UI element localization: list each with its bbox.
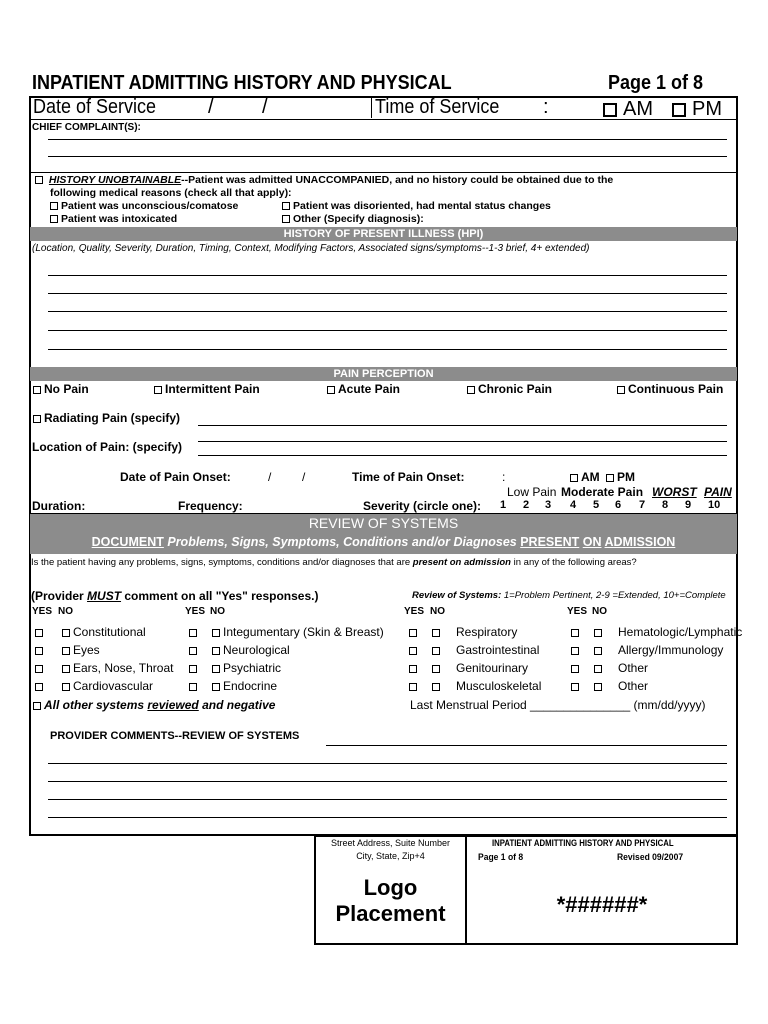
pain-option-acute[interactable] bbox=[327, 382, 400, 396]
yes-header: YES bbox=[567, 606, 588, 617]
address-line-2: City, State, Zip+4 bbox=[356, 851, 425, 861]
severity-scale-value[interactable]: 7 bbox=[639, 499, 646, 511]
pain-title: PAIN PERCEPTION bbox=[333, 368, 434, 380]
time-of-pain-onset-label: Time of Pain Onset: bbox=[352, 470, 465, 484]
address-line-1: Street Address, Suite Number bbox=[330, 838, 451, 848]
ros-no-checkbox[interactable] bbox=[62, 647, 70, 655]
ros-no-checkbox[interactable] bbox=[212, 683, 220, 691]
hpi-line[interactable] bbox=[48, 275, 727, 276]
ros-system-label: Other bbox=[618, 661, 649, 675]
provider-must: MUST bbox=[87, 589, 122, 603]
history-unobtainable-text2: following medical reasons (check all that apply): bbox=[50, 187, 292, 199]
ros-system-label: Eyes bbox=[73, 643, 100, 657]
ros-no-checkbox[interactable] bbox=[212, 647, 220, 655]
ros-yes-checkbox[interactable] bbox=[409, 629, 417, 637]
provider-must-note bbox=[31, 589, 318, 603]
severity-label: Severity (circle one): bbox=[363, 499, 482, 513]
onset-pm-option[interactable] bbox=[606, 470, 635, 484]
ros-yes-checkbox[interactable] bbox=[189, 629, 197, 637]
radiating-pain-label: Radiating Pain (specify) bbox=[44, 411, 181, 425]
severity-low-label: Low Pain bbox=[507, 485, 557, 499]
ros-yes-checkbox[interactable] bbox=[571, 647, 579, 655]
ros-key bbox=[412, 590, 726, 601]
severity-scale-value[interactable]: 6 bbox=[615, 499, 622, 511]
pain-option-label: Continuous Pain bbox=[628, 382, 724, 396]
date-separator: / bbox=[262, 96, 268, 118]
ros-no-checkbox[interactable] bbox=[62, 629, 70, 637]
onset-date-separator: / bbox=[268, 470, 272, 484]
ros-no-checkbox[interactable] bbox=[432, 683, 440, 691]
date-separator: / bbox=[208, 96, 214, 118]
pm-checkbox-option[interactable] bbox=[672, 98, 722, 121]
footer-page-number: Page 1 of 8 bbox=[478, 852, 524, 863]
footer-form-title: INPATIENT ADMITTING HISTORY AND PHYSICAL bbox=[492, 838, 674, 849]
pain-checkbox[interactable] bbox=[33, 386, 41, 394]
severity-moderate-label: Moderate Pain bbox=[561, 485, 644, 499]
ros-system-option[interactable] bbox=[212, 679, 277, 693]
ros-no-checkbox[interactable] bbox=[432, 665, 440, 673]
ros-system-option[interactable] bbox=[212, 643, 290, 657]
ros-system-option[interactable] bbox=[212, 661, 281, 675]
pain-checkbox[interactable] bbox=[154, 386, 162, 394]
reason-checkbox[interactable] bbox=[50, 215, 58, 223]
ros-title: REVIEW OF SYSTEMS bbox=[308, 515, 459, 531]
chief-complaint-line[interactable] bbox=[48, 139, 727, 140]
location-of-pain-line[interactable] bbox=[198, 455, 727, 456]
ros-yes-checkbox[interactable] bbox=[571, 665, 579, 673]
history-unobtainable-label: HISTORY UNOBTAINABLE bbox=[48, 174, 182, 186]
ros-system-option[interactable] bbox=[618, 661, 648, 675]
onset-pm-label: PM bbox=[617, 470, 635, 484]
pain-option-label: Acute Pain bbox=[338, 382, 401, 396]
time-separator: : bbox=[543, 96, 549, 118]
ros-yes-checkbox[interactable] bbox=[189, 683, 197, 691]
ros-yes-checkbox[interactable] bbox=[35, 647, 43, 655]
pain-option-intermittent[interactable] bbox=[154, 382, 260, 396]
all-other-b: reviewed bbox=[147, 698, 199, 712]
ros-question-a: Is the patient having any problems, signs, symptoms, conditions and/or diagnoses that are bbox=[31, 557, 411, 568]
hpi-line[interactable] bbox=[48, 293, 727, 294]
location-of-pain-label: Location of Pain: (specify) bbox=[32, 440, 183, 454]
severity-scale-value[interactable]: 8 bbox=[662, 499, 669, 511]
ros-yes-checkbox[interactable] bbox=[35, 665, 43, 673]
pain-checkbox[interactable] bbox=[327, 386, 335, 394]
hpi-title: HISTORY OF PRESENT ILLNESS (HPI) bbox=[283, 228, 484, 240]
hpi-subtitle: (Location, Quality, Severity, Duration, Timing, Context, Modifying Factors, Associated signs/symptoms--1-3 brief, 4+ extended) bbox=[32, 243, 590, 254]
ros-key-label: Review of Systems: bbox=[412, 590, 502, 601]
ros-yes-checkbox[interactable] bbox=[571, 683, 579, 691]
yes-header: YES bbox=[32, 606, 53, 617]
ros-no-checkbox[interactable] bbox=[432, 647, 440, 655]
ros-system-label: Respiratory bbox=[456, 625, 518, 639]
ros-yes-checkbox[interactable] bbox=[571, 629, 579, 637]
reason-label: Patient was intoxicated bbox=[61, 213, 178, 225]
ros-question bbox=[31, 557, 637, 568]
ros-question-b: present on admission bbox=[412, 557, 511, 568]
am-label: AM bbox=[623, 98, 653, 120]
onset-am-label: AM bbox=[581, 470, 600, 484]
ros-system-label: Genitourinary bbox=[456, 661, 529, 675]
all-other-systems-option[interactable] bbox=[33, 698, 275, 712]
no-header: NO bbox=[210, 606, 225, 617]
logo-placement-1: Logo bbox=[363, 875, 418, 900]
ros-system-label: Other bbox=[618, 679, 649, 693]
reason-checkbox[interactable] bbox=[282, 215, 290, 223]
divider bbox=[29, 172, 738, 173]
reason-option[interactable] bbox=[50, 200, 238, 212]
ros-no-checkbox[interactable] bbox=[594, 629, 602, 637]
radiating-pain-checkbox[interactable] bbox=[33, 415, 41, 423]
pain-checkbox[interactable] bbox=[617, 386, 625, 394]
form-title: INPATIENT ADMITTING HISTORY AND PHYSICAL bbox=[32, 72, 452, 94]
hpi-line[interactable] bbox=[48, 311, 727, 312]
severity-scale-value[interactable]: 9 bbox=[685, 499, 692, 511]
ros-system-option[interactable] bbox=[212, 625, 384, 639]
severity-scale-value[interactable]: 10 bbox=[708, 499, 721, 511]
ros-system-option[interactable] bbox=[456, 679, 541, 693]
onset-am-option[interactable] bbox=[570, 470, 600, 484]
duration-label: Duration: bbox=[32, 499, 86, 513]
ros-system-label: Hematologic/Lymphatic bbox=[618, 625, 743, 639]
ros-system-label: Constitutional bbox=[73, 625, 146, 639]
ros-system-option[interactable] bbox=[62, 643, 100, 657]
all-other-a: All other systems bbox=[44, 698, 145, 712]
onset-time-separator: : bbox=[502, 470, 506, 484]
pm-label: PM bbox=[692, 98, 722, 120]
reason-label: Patient was disoriented, had mental status changes bbox=[293, 200, 551, 212]
ros-no-checkbox[interactable] bbox=[594, 683, 602, 691]
hpi-header bbox=[30, 227, 737, 241]
footer-divider bbox=[465, 835, 467, 945]
reason-option[interactable] bbox=[282, 213, 424, 225]
ros-system-option[interactable] bbox=[456, 625, 517, 639]
comments-line[interactable] bbox=[48, 799, 727, 800]
no-header: NO bbox=[58, 606, 73, 617]
all-other-c: and negative bbox=[202, 698, 276, 712]
pain-header bbox=[30, 367, 737, 381]
ros-system-label: Psychiatric bbox=[223, 661, 282, 675]
divider bbox=[29, 119, 738, 120]
provider-comments-label: PROVIDER COMMENTS--REVIEW OF SYSTEMS bbox=[50, 730, 300, 742]
ros-system-option[interactable] bbox=[62, 661, 174, 675]
ros-document-middle: Problems, Signs, Symptoms, Conditions and/or Diagnoses bbox=[167, 535, 517, 549]
ros-document-line bbox=[30, 535, 737, 549]
ros-system-option[interactable] bbox=[62, 625, 146, 639]
no-header: NO bbox=[592, 606, 607, 617]
pm-checkbox[interactable] bbox=[672, 103, 686, 117]
ros-question-c: in any of the following areas? bbox=[513, 557, 637, 568]
severity-scale-value[interactable]: 4 bbox=[570, 499, 577, 511]
ros-key-text: 1=Problem Pertinent, 2-9 =Extended, 10+=Complete bbox=[503, 590, 726, 601]
date-of-service-label: Date of Service bbox=[33, 96, 157, 118]
onset-pm-checkbox[interactable] bbox=[606, 474, 614, 482]
ros-system-option[interactable] bbox=[618, 643, 723, 657]
reason-checkbox[interactable] bbox=[282, 202, 290, 210]
ros-no-checkbox[interactable] bbox=[62, 665, 70, 673]
date-time-divider bbox=[371, 96, 372, 118]
ros-yes-checkbox[interactable] bbox=[189, 665, 197, 673]
ros-system-option[interactable] bbox=[618, 679, 648, 693]
time-of-service-label: Time of Service bbox=[375, 96, 500, 118]
ros-system-label: Gastrointestinal bbox=[456, 643, 540, 657]
ros-system-label: Endocrine bbox=[223, 679, 278, 693]
ros-document-word: DOCUMENT bbox=[91, 535, 164, 549]
ros-system-label: Integumentary (Skin & Breast) bbox=[223, 625, 384, 639]
reason-option[interactable] bbox=[50, 213, 177, 225]
reason-option[interactable] bbox=[282, 200, 551, 212]
comments-line[interactable] bbox=[48, 817, 727, 818]
date-of-pain-onset-label: Date of Pain Onset: bbox=[120, 470, 231, 484]
pain-option-label: Chronic Pain bbox=[478, 382, 553, 396]
ros-system-label: Neurological bbox=[223, 643, 290, 657]
severity-worst-label: WORST bbox=[652, 485, 697, 499]
ros-no-checkbox[interactable] bbox=[594, 647, 602, 655]
reason-label: Patient was unconscious/comatose bbox=[61, 200, 239, 212]
ros-admission-word: ADMISSION bbox=[604, 535, 676, 549]
hpi-line[interactable] bbox=[48, 330, 727, 331]
pain-option-label: No Pain bbox=[44, 382, 89, 396]
radiating-pain-line[interactable] bbox=[198, 425, 727, 426]
barcode-placeholder: *######* bbox=[556, 892, 648, 917]
comments-line[interactable] bbox=[48, 763, 727, 764]
onset-am-checkbox[interactable] bbox=[570, 474, 578, 482]
am-checkbox[interactable] bbox=[603, 103, 617, 117]
ros-on-word: ON bbox=[582, 535, 602, 549]
page-number: Page 1 of 8 bbox=[608, 72, 704, 94]
ros-no-checkbox[interactable] bbox=[212, 665, 220, 673]
ros-yes-checkbox[interactable] bbox=[409, 647, 417, 655]
ros-system-label: Allergy/Immunology bbox=[618, 643, 724, 657]
ros-no-checkbox[interactable] bbox=[594, 665, 602, 673]
yes-header: YES bbox=[404, 606, 425, 617]
pain-option-no-pain[interactable] bbox=[33, 382, 89, 396]
all-other-systems-checkbox[interactable] bbox=[33, 702, 41, 710]
pain-checkbox[interactable] bbox=[467, 386, 475, 394]
ros-yes-checkbox[interactable] bbox=[409, 683, 417, 691]
reason-label: Other (Specify diagnosis): bbox=[293, 213, 424, 225]
location-of-pain-line[interactable] bbox=[198, 441, 727, 442]
comments-line[interactable] bbox=[48, 781, 727, 782]
last-menstrual-period: Last Menstrual Period _______________ (mm/dd/yyyy) bbox=[410, 698, 706, 712]
ros-system-option[interactable] bbox=[456, 661, 528, 675]
ros-yes-checkbox[interactable] bbox=[35, 683, 43, 691]
pain-option-label: Intermittent Pain bbox=[165, 382, 260, 396]
ros-system-option[interactable] bbox=[62, 679, 153, 693]
logo-placement-2: Placement bbox=[335, 901, 446, 926]
hpi-line[interactable] bbox=[48, 349, 727, 350]
frequency-label: Frequency: bbox=[178, 499, 243, 513]
footer-revised: Revised 09/2007 bbox=[617, 852, 684, 863]
history-unobtainable-checkbox[interactable] bbox=[35, 176, 43, 184]
chief-complaint-label: CHIEF COMPLAINT(S): bbox=[32, 122, 141, 133]
severity-scale-value[interactable]: 1 bbox=[500, 499, 507, 511]
history-unobtainable-text: --Patient was admitted UNACCOMPANIED, and no history could be obtained due to the bbox=[181, 174, 614, 186]
yes-header: YES bbox=[185, 606, 206, 617]
ros-no-checkbox[interactable] bbox=[432, 629, 440, 637]
am-checkbox-option[interactable] bbox=[603, 98, 653, 121]
severity-scale-value[interactable]: 2 bbox=[523, 499, 530, 511]
provider-a: (Provider bbox=[31, 589, 84, 603]
no-header: NO bbox=[430, 606, 445, 617]
ros-present-word: PRESENT bbox=[520, 535, 580, 549]
history-unobtainable-row bbox=[35, 174, 613, 186]
severity-pain-label: PAIN bbox=[704, 485, 732, 499]
ros-yes-checkbox[interactable] bbox=[189, 647, 197, 655]
ros-system-label: Ears, Nose, Throat bbox=[73, 661, 174, 675]
ros-no-checkbox[interactable] bbox=[212, 629, 220, 637]
ros-system-label: Musculoskeletal bbox=[456, 679, 542, 693]
onset-date-separator: / bbox=[302, 470, 306, 484]
ros-yes-checkbox[interactable] bbox=[409, 665, 417, 673]
ros-system-label: Cardiovascular bbox=[73, 679, 154, 693]
severity-scale-value[interactable]: 5 bbox=[593, 499, 600, 511]
ros-system-option[interactable] bbox=[456, 643, 539, 657]
ros-no-checkbox[interactable] bbox=[62, 683, 70, 691]
severity-scale-value[interactable]: 3 bbox=[545, 499, 552, 511]
comments-line[interactable] bbox=[326, 745, 727, 746]
reason-checkbox[interactable] bbox=[50, 202, 58, 210]
radiating-pain-option[interactable] bbox=[33, 411, 180, 425]
pain-option-continuous[interactable] bbox=[617, 382, 723, 396]
ros-yes-checkbox[interactable] bbox=[35, 629, 43, 637]
chief-complaint-line[interactable] bbox=[48, 156, 727, 157]
ros-system-option[interactable] bbox=[618, 625, 742, 639]
pain-option-chronic[interactable] bbox=[467, 382, 552, 396]
provider-b: comment on all "Yes" responses.) bbox=[124, 589, 319, 603]
